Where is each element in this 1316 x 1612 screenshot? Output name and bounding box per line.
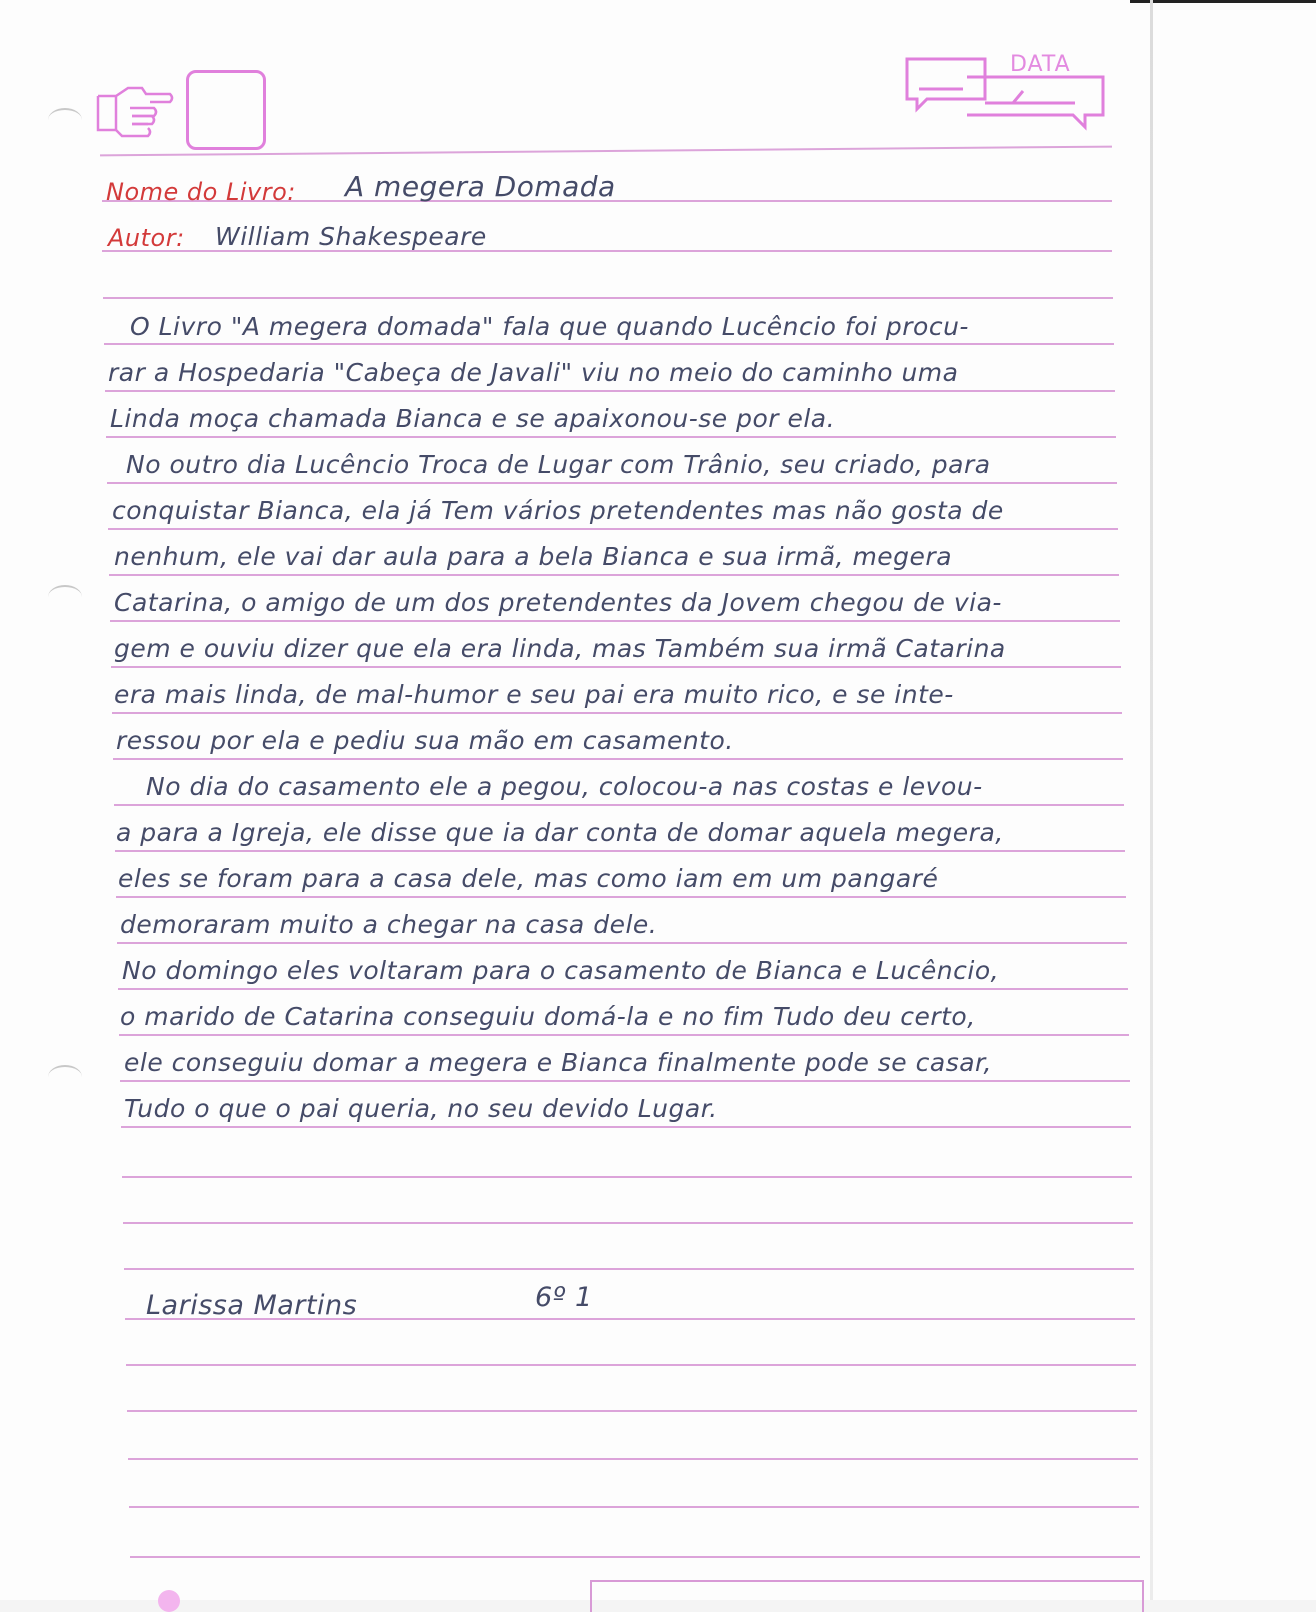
author-value: William Shakespeare	[215, 222, 487, 251]
student-class: 6º 1	[535, 1282, 593, 1313]
text-line: rar a Hospedaria "Cabeça de Javali" viu no meio do caminho uma	[108, 358, 959, 387]
pointing-hand-icon	[96, 86, 176, 138]
book-name-label: Nome do Livro:	[106, 178, 296, 206]
binder-hole	[48, 585, 82, 609]
book-name-value: A megera Domada	[345, 170, 616, 203]
date-speech-bubble-icon	[905, 55, 1105, 139]
ruled-line	[121, 1126, 1131, 1128]
ruled-line	[106, 436, 1116, 438]
text-line: o marido de Catarina conseguiu domá-la e no fim Tudo deu certo,	[120, 1002, 976, 1031]
ruled-line	[107, 482, 1117, 484]
ruled-line	[118, 988, 1128, 990]
text-line: ressou por ela e pediu sua mão em casamento.	[116, 726, 734, 755]
ruled-line	[117, 942, 1127, 944]
ruled-line	[103, 297, 1113, 299]
date-label: DATA	[1010, 52, 1071, 77]
ruled-line	[128, 1458, 1138, 1460]
text-line: conquistar Bianca, ela já Tem vários pretendentes mas não gosta de	[112, 496, 1004, 525]
ruled-line	[105, 390, 1115, 392]
ruled-line	[119, 1034, 1129, 1036]
ruled-line	[129, 1506, 1139, 1508]
ruled-line	[122, 1176, 1132, 1178]
text-line: Tudo o que o pai queria, no seu devido Lugar.	[124, 1094, 718, 1123]
page-edge	[1150, 0, 1153, 1600]
ruled-line	[123, 1222, 1133, 1224]
ruled-line	[120, 1080, 1130, 1082]
text-line: era mais linda, de mal-humor e seu pai era muito rico, e se inte-	[114, 680, 954, 709]
ruled-line	[115, 850, 1125, 852]
ruled-line	[110, 620, 1120, 622]
text-line: No dia do casamento ele a pegou, colocou-a nas costas e levou-	[146, 772, 983, 801]
text-line: Catarina, o amigo de um dos pretendentes da Jovem chegou de via-	[114, 588, 1002, 617]
footer-dot	[158, 1590, 180, 1612]
text-line: a para a Igreja, ele disse que ia dar conta de domar aquela megera,	[116, 818, 1004, 847]
scan-edge	[1130, 0, 1316, 3]
text-line: Linda moça chamada Bianca e se apaixonou-se por ela.	[110, 404, 836, 433]
text-line: O Livro "A megera domada" fala que quando Lucêncio foi procu-	[130, 312, 969, 341]
footer-box	[590, 1580, 1144, 1612]
ruled-line	[126, 1364, 1136, 1366]
author-label: Autor:	[108, 224, 185, 252]
student-name: Larissa Martins	[146, 1290, 358, 1321]
ruled-line	[104, 343, 1114, 345]
header-checkbox	[186, 70, 266, 150]
text-line: ele conseguiu domar a megera e Bianca finalmente pode se casar,	[124, 1048, 992, 1077]
text-line: eles se foram para a casa dele, mas como iam em um pangaré	[118, 864, 939, 893]
text-line: nenhum, ele vai dar aula para a bela Bianca e sua irmã, megera	[114, 542, 953, 571]
ruled-line	[127, 1410, 1137, 1412]
text-line: demoraram muito a chegar na casa dele.	[120, 910, 658, 939]
ruled-line	[109, 574, 1119, 576]
ruled-line	[111, 666, 1121, 668]
binder-hole	[48, 1065, 82, 1089]
ruled-line	[116, 896, 1126, 898]
binder-hole	[48, 108, 82, 132]
text-line: gem e ouviu dizer que ela era linda, mas Também sua irmã Catarina	[114, 634, 1006, 663]
text-line: No domingo eles voltaram para o casamento de Bianca e Lucêncio,	[122, 956, 1000, 985]
ruled-line	[108, 528, 1118, 530]
ruled-line	[113, 758, 1123, 760]
text-line: No outro dia Lucêncio Troca de Lugar com Trânio, seu criado, para	[126, 450, 991, 479]
ruled-line	[124, 1268, 1134, 1270]
ruled-line	[112, 712, 1122, 714]
ruled-line	[114, 804, 1124, 806]
ruled-line	[130, 1556, 1140, 1558]
